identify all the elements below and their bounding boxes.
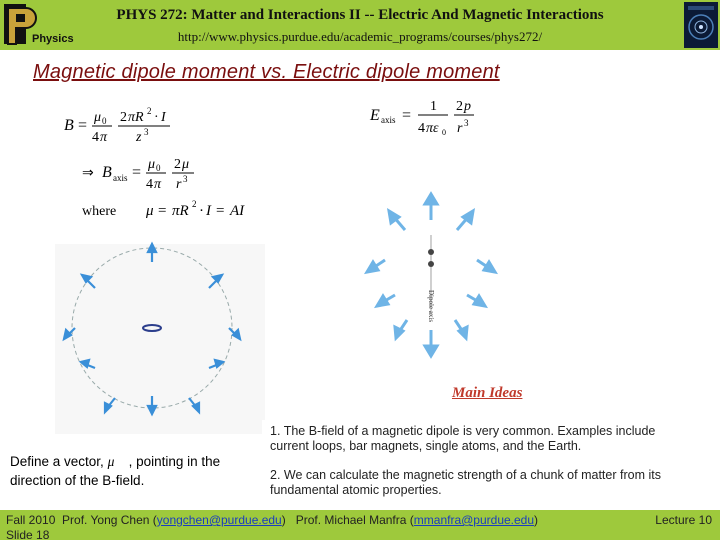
svg-text:r: r <box>457 121 463 136</box>
svg-text:3: 3 <box>183 174 188 184</box>
svg-text:4: 4 <box>418 121 425 136</box>
svg-text:2: 2 <box>120 110 127 125</box>
svg-text:where: where <box>82 204 117 219</box>
course-url[interactable]: http://www.physics.purdue.edu/academic_programs/courses/phys272/ <box>177 29 543 44</box>
email-link-yong-chen[interactable]: yongchen@purdue.edu <box>156 513 282 527</box>
slide-number: Slide 18 <box>6 528 50 542</box>
svg-text:axis: axis <box>381 115 396 125</box>
magnetic-field-equations <box>62 95 262 225</box>
svg-text:r: r <box>176 177 182 192</box>
svg-text:axis: axis <box>113 173 128 183</box>
svg-text:=: = <box>402 107 412 124</box>
electric-dipole-figure <box>355 180 510 380</box>
svg-text:2: 2 <box>174 157 181 172</box>
svg-text:3: 3 <box>464 118 469 128</box>
email-link-michael-manfra[interactable]: mmanfra@purdue.edu <box>413 513 535 527</box>
idea-2: 2. We can calculate the magnetic strength of a chunk of matter from its fundamental atomic properties. <box>270 468 661 497</box>
svg-text:=: = <box>132 164 142 181</box>
course-title: PHYS 272: Matter and Interactions II -- Electric And Magnetic Interactions <box>116 7 604 23</box>
svg-text:I: I <box>206 203 211 219</box>
svg-text:μ: μ <box>148 157 156 172</box>
galaxy-thumbnail <box>684 2 718 48</box>
svg-text:=: = <box>158 203 167 219</box>
svg-text:2: 2 <box>147 106 152 116</box>
svg-text:πε: πε <box>426 121 439 136</box>
svg-text:1: 1 <box>430 99 437 114</box>
svg-text:πR: πR <box>128 110 144 125</box>
svg-text:=: = <box>78 117 88 134</box>
svg-text:0: 0 <box>156 163 161 173</box>
svg-text:2: 2 <box>456 99 463 114</box>
svg-text:0: 0 <box>442 128 446 137</box>
current-loop-figure <box>55 244 265 434</box>
svg-text:B: B <box>64 117 74 134</box>
svg-text:AI: AI <box>230 203 245 219</box>
svg-text:⇒: ⇒ <box>82 166 94 181</box>
svg-text:z: z <box>136 130 142 145</box>
svg-text:=: = <box>216 203 225 219</box>
svg-text:B: B <box>102 164 112 181</box>
svg-text:μ: μ <box>182 157 190 172</box>
mu-vector-symbol: μ⃗ <box>107 454 125 469</box>
svg-text:4: 4 <box>92 130 99 145</box>
svg-text:E: E <box>370 107 380 124</box>
svg-text:I: I <box>161 110 166 125</box>
svg-text:Dipole axis: Dipole axis <box>427 290 435 323</box>
svg-text:Physics: Physics <box>32 33 74 45</box>
svg-text:p: p <box>464 99 471 114</box>
svg-text:μ: μ <box>94 110 102 125</box>
svg-text:μ: μ <box>146 203 154 219</box>
idea-1: 1. The B-field of a magnetic dipole is very common. Examples include current loops, bar magnets, single atoms, and the Earth. <box>270 424 656 453</box>
svg-text:π: π <box>100 130 108 145</box>
lecture-number: Lecture 10 <box>655 513 712 527</box>
svg-text:3: 3 <box>144 127 149 137</box>
define-vector-text: Define a vector, μ⃗ , pointing in the direction of the B-field. <box>10 454 221 488</box>
electric-field-equation <box>368 92 488 140</box>
slide-title: Magnetic dipole moment vs. Electric dipole moment <box>33 61 500 83</box>
svg-text:π: π <box>154 177 162 192</box>
main-ideas-heading: Main Ideas <box>452 385 523 401</box>
svg-text:0: 0 <box>102 116 107 126</box>
footer-credits: Fall 2010 Prof. Yong Chen (yongchen@purdue.edu) Prof. Michael Manfra (mmanfra@purdue.edu) <box>6 513 539 527</box>
main-ideas-box <box>262 420 720 512</box>
svg-text:·: · <box>199 203 204 219</box>
svg-text:·: · <box>154 110 159 125</box>
svg-text:4: 4 <box>146 177 153 192</box>
svg-text:2: 2 <box>192 199 197 209</box>
svg-text:πR: πR <box>172 203 189 219</box>
